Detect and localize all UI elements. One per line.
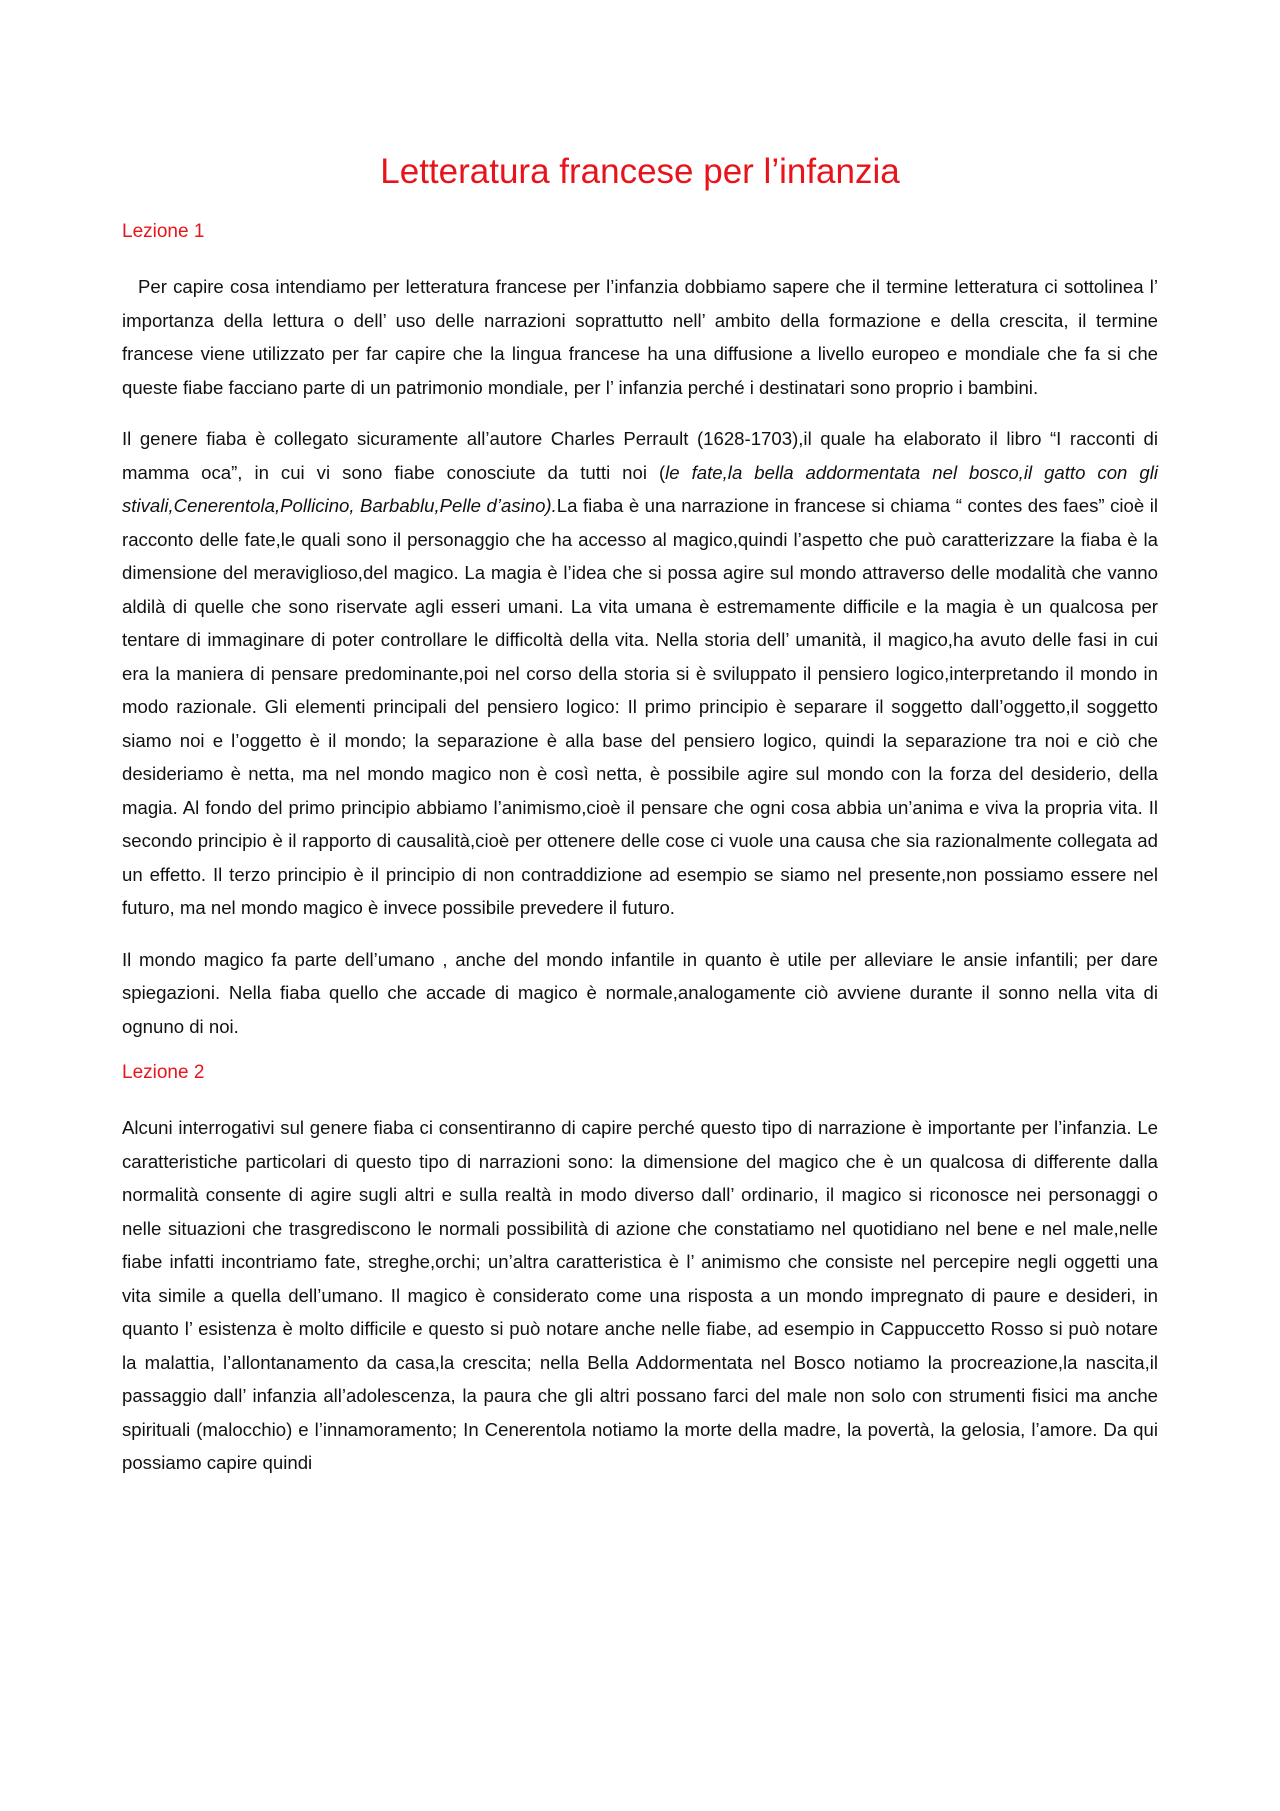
paragraph-intro: Per capire cosa intendiamo per letteratura francese per l’infanzia dobbiamo sapere che il termine letteratura ci sottolinea l’ importanza della lettura o dell’ uso delle narrazioni soprattutto nell’ ambito della formazione e della crescita, il termine francese viene utilizzato per far capire che la lingua francese ha una diffusione a livello europeo e mondiale che fa si che queste fiabe facciano parte di un patrimonio mondiale, per l’ infanzia perché i destinatari sono proprio i bambini. xyxy=(122,276,1158,398)
document-page xyxy=(122,150,1158,1480)
paragraph-mondo-magico: Il mondo magico fa parte dell’umano , anche del mondo infantile in quanto è utile per alleviare le ansie infantili; per dare spiegazioni. Nella fiaba quello che accade di magico è normale,analogamente ciò avviene durante il sonno nella vita di ognuno di noi. xyxy=(122,948,1158,1037)
section-heading-lezione-1: Lezione 1 xyxy=(122,221,205,242)
document-title: Letteratura francese per l’infanzia xyxy=(380,152,900,191)
section-heading-lezione-2: Lezione 2 xyxy=(122,1062,205,1083)
paragraph-text: La fiaba è una narrazione in francese si chiama “ contes des faes” cioè il racconto delle fate,le quali sono il personaggio che ha accesso al magico,quindi l’aspetto che può caratterizzare la fiaba è la dimensione del meraviglioso,del magico. La magia è l’idea che si possa agire sul mondo attraverso delle modalità che vanno aldilà di quelle che sono riservate agli esseri umani. La vita umana è estremamente difficile e la magia è un qualcosa per tentare di immaginare di poter controllare le difficoltà della vita. Nella storia dell’ umanità, il magico,ha avuto delle fasi in cui era la maniera di pensare predominante,poi nel corso della storia si è sviluppato il pensiero logico,interpretando il mondo in modo razionale. Gli elementi principali del pensiero logico: Il primo principio è separare il soggetto dall’oggetto,il soggetto siamo noi e l’oggetto è il mondo; la separazione è alla base del pensiero logico, quindi la separazione tra noi e ciò che desideriamo è netta, ma nel mondo magico non è così netta, è possibile agire sul mondo con la forza del desiderio, della magia. Al fondo del primo principio abbiamo l’animismo,cioè il pensare che ogni cosa abbia un’anima e viva la propria vita. Il secondo principio è il rapporto di causalità,cioè per ottenere delle cose ci vuole una causa che sia razionalmente collegata ad un effetto. Il terzo principio è il principio di non contraddizione ad esempio se siamo nel presente,non possiamo essere nel futuro, ma nel mondo magico è invece possibile prevedere il futuro. xyxy=(122,495,1158,918)
paragraph-interrogativi: Alcuni interrogativi sul genere fiaba ci consentiranno di capire perché questo tipo di narrazione è importante per l’infanzia. Le caratteristiche particolari di questo tipo di narrazioni sono: la dimensione del magico che è un qualcosa di differente dalla normalità consente di agire sugli altri e sulla realtà in modo diverso dall’ ordinario, il magico si riconosce nei personaggi o nelle situazioni che trasgrediscono le normali possibilità di azione che constatiamo nel quotidiano nel bene e nel male,nelle fiabe infatti incontriamo fate, streghe,orchi; un’altra caratteristica è l’ animismo che consiste nel percepire negli oggetti una vita simile a quella dell’umano. Il magico è considerato come una risposta a un mondo impregnato di paure e desideri, in quanto l’ esistenza è molto difficile e questo si può notare anche nelle fiabe, ad esempio in Cappuccetto Rosso si può notare la malattia, l’allontanamento da casa,la crescita; nella Bella Addormentata nel Bosco notiamo la procreazione,la nascita,il passaggio dall’ infanzia all’adolescenza, la paura che gli altri possano farci del male non solo con strumenti fisici ma anche spirituali (malocchio) e l’innamoramento; In Cenerentola notiamo la morte della madre, la povertà, la gelosia, l’amore. Da qui possiamo capire quindi xyxy=(122,1117,1158,1473)
fairy-tale-titles: le fate,la bella addormentata nel bosco,il gatto con gli stivali,Cenerentola,Pollicino, Barbablu,Pelle d’asino). xyxy=(122,461,1158,516)
paragraph-text: Il genere fiaba è collegato sicuramente all’autore Charles Perrault (1628-1703),il quale ha elaborato il libro “I racconti di mamma oca”, in cui vi sono fiabe conosciute da tutti noi ( xyxy=(122,428,1158,483)
paragraph-genere-fiaba xyxy=(122,422,1158,925)
